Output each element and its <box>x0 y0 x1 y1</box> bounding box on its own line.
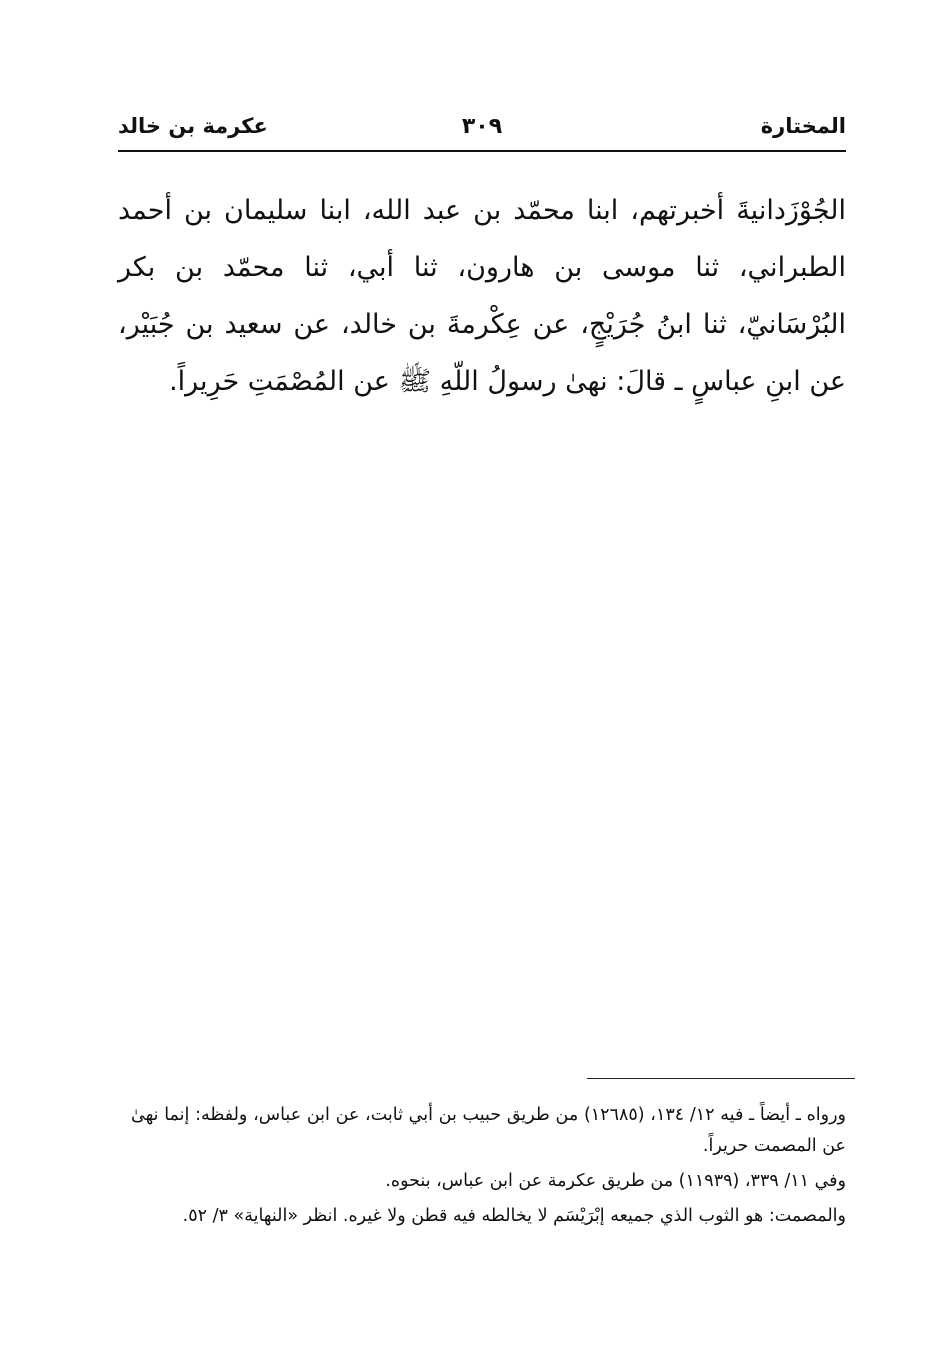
header-rule <box>118 150 846 152</box>
footnote-2: وفي ١١/ ٣٣٩، (١١٩٣٩) من طريق عكرمة عن ابن عباس، بنحوه. <box>385 1171 846 1191</box>
footnote-rule <box>587 1078 855 1079</box>
footnote-3: والمصمت: هو الثوب الذي جميعه إبْرَيْسَم لا يخالطه فيه قطن ولا غيره. انظر «النهاية» ٣/ ٥٢. <box>182 1206 846 1226</box>
running-header <box>118 112 846 148</box>
footnote-1: ورواه ـ أيضاً ـ فيه ١٢/ ١٣٤، (١٢٦٨٥) من طريق حبيب بن أبي ثابت، عن ابن عباس، ولفظه: إنما نهىٰ عن المصمت حريراً. <box>131 1105 846 1156</box>
main-text <box>118 182 846 410</box>
hadith-paragraph: الجُوْزَدانيةَ أخبرتهم، ابنا محمّد بن عبد الله، ابنا سليمان بن أحمد الطبراني، ثنا موسى بن هارون، ثنا أبي، ثنا محمّد بن بكر البُرْسَانيّ، ثنا ابنُ جُرَيْجٍ، عن عِكْرمةَ بن خالد، عن سعيد بن جُبَيْر، عن ابنِ عباسٍ ـ قالَ: نهىٰ رسولُ اللّهِ ﷺ عن المُصْمَتِ حَرِيراً. <box>118 195 846 397</box>
chapter-title: عكرمة بن خالد <box>118 114 268 138</box>
book-title: المختارة <box>760 114 846 138</box>
footnotes <box>131 1100 846 1236</box>
page-number: ٣٠٩ <box>461 114 503 139</box>
